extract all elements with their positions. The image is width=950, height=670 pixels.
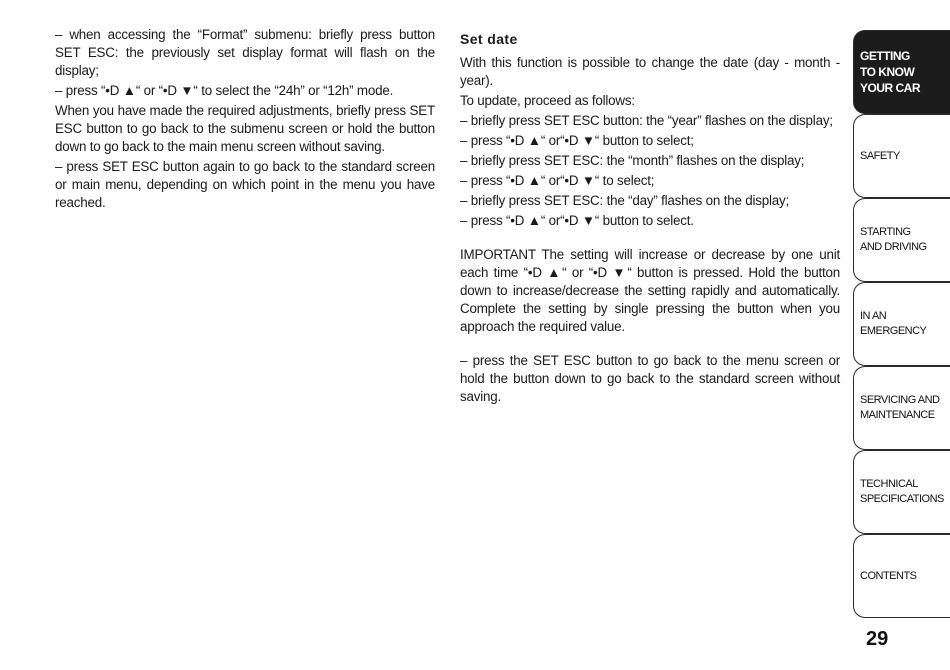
- left-column: [55, 26, 435, 214]
- tab-servicing-and-maintenance[interactable]: [853, 366, 950, 450]
- tab-contents[interactable]: [853, 534, 950, 618]
- tab-label: GETTING TO KNOW YOUR CAR: [860, 49, 921, 95]
- chapter-tabs: [853, 30, 950, 618]
- tab-label: IN AN EMERGENCY: [860, 310, 927, 337]
- step-item: – briefly press SET ESC: the “month” flashes on the display;: [460, 153, 805, 168]
- page-number: 29: [866, 628, 889, 650]
- tab-technical-specifications[interactable]: [853, 450, 950, 534]
- tab-label: CONTENTS: [860, 569, 917, 582]
- paragraph-return: – press SET ESC button again to go back to the standard screen or main menu, depending on which point in the menu you have reached.: [55, 159, 435, 210]
- paragraph-select-mode: – press “•D ▲“ or “•D ▼“ to select the “24h” or “12h” mode.: [55, 83, 394, 98]
- tab-label: SAFETY: [860, 149, 900, 162]
- tab-label: STARTING AND DRIVING: [860, 226, 927, 253]
- step-item: – press “•D ▲“ or“•D ▼“ button to select;: [460, 133, 694, 148]
- right-column: [460, 26, 840, 408]
- step-item: – briefly press SET ESC button: the “year” flashes on the display;: [460, 113, 833, 128]
- tab-label: TECHNICAL SPECIFICATIONS: [860, 478, 944, 505]
- tab-in-an-emergency[interactable]: [853, 282, 950, 366]
- tab-safety[interactable]: [853, 114, 950, 198]
- step-item: – press “•D ▲“ or“•D ▼“ to select;: [460, 173, 655, 188]
- tab-getting-to-know-your-car[interactable]: [853, 30, 950, 114]
- section-heading: Set date: [460, 31, 518, 47]
- important-note: IMPORTANT The setting will increase or decrease by one unit each time “•D ▲“ or “•D ▼“ button is pressed. Hold the button down to increase/decrease the setting rapidly and automatically. Complete the setting by single pressing the button when you approach the required value.: [460, 247, 840, 334]
- paragraph-format-submenu: – when accessing the “Format” submenu: briefly press button SET ESC: the previously set display format will flash on the display;: [55, 27, 435, 78]
- update-text: To update, proceed as follows:: [460, 93, 635, 108]
- tab-label: SERVICING AND MAINTENANCE: [860, 394, 940, 421]
- step-item: – briefly press SET ESC: the “day” flashes on the display;: [460, 193, 790, 208]
- tab-starting-and-driving[interactable]: [853, 198, 950, 282]
- step-item: – press “•D ▲“ or“•D ▼“ button to select.: [460, 213, 694, 228]
- final-instruction: – press the SET ESC button to go back to the menu screen or hold the button down to go back to the standard screen without saving.: [460, 353, 840, 404]
- intro-text: With this function is possible to change the date (day - month - year).: [460, 55, 840, 88]
- paragraph-adjustments: When you have made the required adjustments, briefly press SET ESC button to go back to the submenu screen or hold the button down to go back to the main menu screen without saving.: [55, 103, 435, 154]
